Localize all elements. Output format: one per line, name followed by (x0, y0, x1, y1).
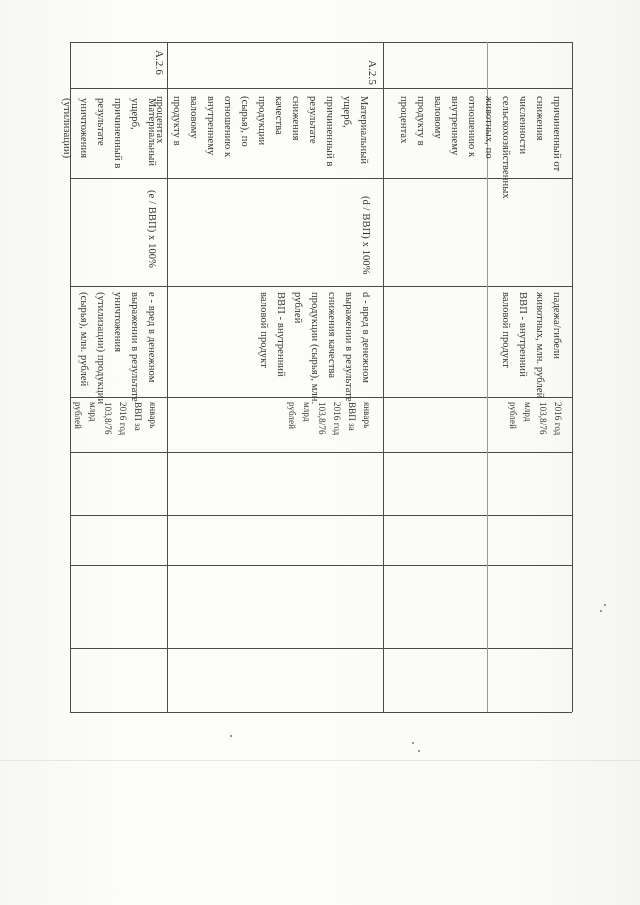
table-row-line-6 (70, 515, 572, 516)
indicator-a26: Материальный ущерб, причиненный в результате уничтожения (утилизации) (61, 98, 157, 169)
table-row-line-5 (70, 452, 572, 453)
value-a25: январь ВВП за 2016 год 103,8/76 млрд рублей (287, 402, 372, 436)
indicator-a25: Материальный ущерб, причиненный в результате снижения качества продукции (сырья), по отношению к внутреннему валовому продукту в процентах (154, 96, 369, 167)
formula-a25: (d / ВВП) x 100% (360, 196, 371, 275)
table-border-top (70, 42, 572, 43)
row-number-a26: A.2.6 (153, 50, 165, 75)
legend-a26: e - вред в денежном выражении в результате уничтожения (утилизации) продукции (сырья), млн. рублей (78, 292, 157, 405)
table-border-bottom (70, 712, 572, 713)
scan-speck (418, 750, 420, 752)
legend-a25: d - вред в денежном выражении в результате снижения качества продукции (сырья), млн. рублей ВВП - внутренний валовой продукт (258, 292, 371, 405)
value-continued: 2016 год 103,8/76 млрд рублей (508, 402, 563, 436)
table-col-line-2 (383, 42, 384, 712)
table-row-line-7 (70, 565, 572, 566)
table-border-right (572, 42, 573, 712)
table-row-line-1 (70, 88, 572, 89)
row-number-a25: A.2.5 (366, 60, 378, 85)
scan-speck (604, 604, 606, 606)
scan-speck (412, 742, 414, 744)
table-row-line-8 (70, 648, 572, 649)
scan-speck (230, 735, 232, 737)
table-row-line-3 (70, 286, 572, 287)
scan-speck (600, 610, 602, 612)
indicator-continued: причиненный от снижения численности сельскохозяйственных животных, по отношению к внутреннему валовому продукту в процентах (398, 96, 562, 199)
legend-continued: падежа/гибели животных, млн. рублей ВВП - внутренний валовой продукт (500, 292, 562, 399)
scan-artifact-bottom-line (0, 760, 640, 761)
formula-a26: (e / ВВП) x 100% (146, 190, 157, 269)
value-a26: январь ВВП за 2016 год 103,8/76 млрд рублей (73, 402, 158, 436)
